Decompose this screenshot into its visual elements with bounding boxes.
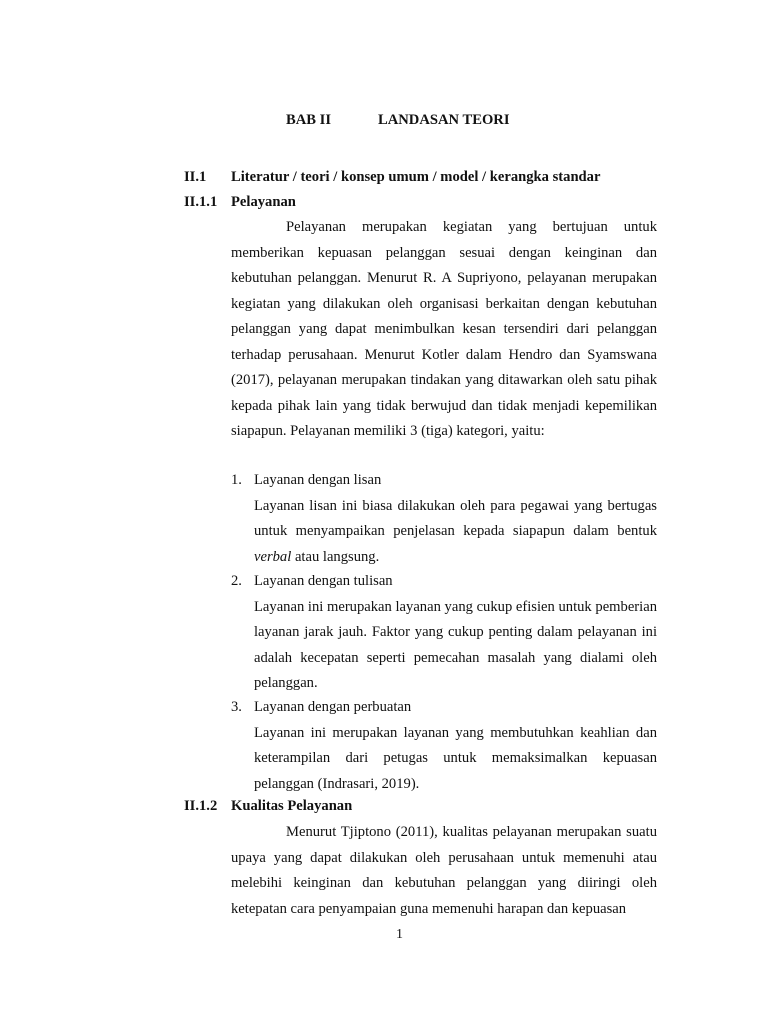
section-title: Literatur / teori / konsep umum / model / kerangka standar bbox=[231, 169, 601, 185]
list-item bbox=[231, 468, 657, 570]
subsection-2-title: Kualitas Pelayanan bbox=[231, 798, 353, 814]
list-item-body: Layanan ini merupakan layanan yang cukup efisien untuk pemberian layanan jarak jauh. Faktor yang cukup penting dalam pelayanan ini adalah kecepatan seperti pemecahan masalah yang dialami oleh pelanggan. bbox=[254, 598, 657, 691]
list-item-number: 2. bbox=[231, 573, 242, 589]
chapter-number: BAB II bbox=[286, 112, 332, 128]
subsection-1-paragraph: Pelayanan merupakan kegiatan yang bertujuan untuk memberikan kepuasan pelanggan sesuai dengan keinginan dan kebutuhan pelanggan. Menurut R. A Supriyono, pelayanan merupakan kegiatan yang dilakukan oleh organisasi berkaitan dengan kebutuhan pelanggan yang dapat menimbulkan kesan tersendiri dari pelanggan terhadap perusahaan. Menurut Kotler dalam Hendro dan Syamswana (2017), pelayanan merupakan tindakan yang ditawarkan oleh satu pihak kepada pihak lain yang tidak berwujud dan tidak menjadi kepemilikan siapapun. Pelayanan memiliki 3 (tiga) kategori, yaitu: bbox=[231, 219, 657, 439]
subsection-2-number: II.1.2 bbox=[184, 798, 218, 814]
list-item-title: Layanan dengan perbuatan bbox=[254, 699, 412, 715]
list-item-number: 3. bbox=[231, 699, 242, 715]
subsection-1-number: II.1.1 bbox=[184, 194, 218, 210]
chapter-title: LANDASAN TEORI bbox=[378, 112, 510, 128]
list-item bbox=[231, 695, 657, 797]
chapter-heading bbox=[286, 112, 510, 129]
section-number: II.1 bbox=[184, 169, 207, 185]
page-number: 1 bbox=[396, 927, 403, 942]
list-item-title: Layanan dengan lisan bbox=[254, 472, 382, 488]
list-item-title: Layanan dengan tulisan bbox=[254, 573, 393, 589]
list-item-body: Layanan lisan ini biasa dilakukan oleh para pegawai yang bertugas untuk menyampaikan penjelasan kepada siapapun dalam bentuk verbal atau langsung. bbox=[254, 497, 657, 565]
list-item bbox=[231, 569, 657, 697]
list-item-body: Layanan ini merupakan layanan yang membutuhkan keahlian dan keterampilan dari petugas untuk memaksimalkan kepuasan pelanggan (Indrasari, 2019). bbox=[254, 724, 657, 792]
subsection-1-title: Pelayanan bbox=[231, 194, 296, 210]
list-item-number: 1. bbox=[231, 472, 242, 488]
emphasis-text: verbal bbox=[254, 548, 292, 565]
subsection-2-paragraph: Menurut Tjiptono (2011), kualitas pelayanan merupakan suatu upaya yang dapat dilakukan oleh perusahaan untuk memenuhi atau melebihi keinginan dan kebutuhan pelanggan yang diiringi oleh ketepatan cara penyampaian guna memenuhi harapan dan kepuasan bbox=[231, 824, 657, 917]
